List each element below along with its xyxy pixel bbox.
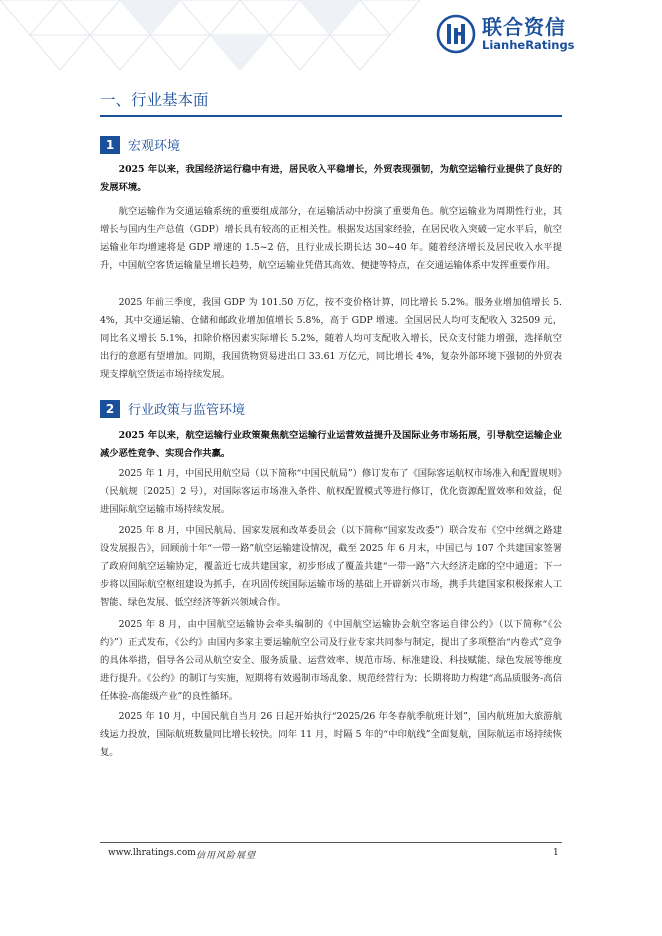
paragraph: 2025 年 10 月，中国民航自当月 26 日起开始执行“2025/26 年冬春航季航班计划”，国内航班加大旅游航线运力投放，国际航班数量同比增长较快。同年 11 月，时隔 5 年的“中印航线”全面复航，国际航运市场持续恢复。	[100, 711, 562, 758]
paragraph: 2025 年 8 月，由中国航空运输协会牵头编制的《中国航空运输协会航空客运自律公约》（以下简称“《公约》”）正式发布，《公约》由国内多家主要运输航空公司及行业专家共同参与制定，提出了多项整治“内卷式”竞争的具体举措，倡导各公司从航空安全、服务质量、运营效率、规范市场、标准建设、科技赋能、绿色发展等维度进行提升。《公约》的制订与实施，短期将有效遏制市场乱象、规范经营行为；长期将助力构建“高品质服务-高信任体验-高能级产业”的良性循环。	[100, 619, 562, 702]
footer-slogan: 信用风险展望	[196, 851, 257, 861]
paragraph: 2025 年 1 月，中国民用航空局（以下简称“中国民航局”）修订发布了《国际客运航权市场准入和配置规则》（民航规〔2025〕2 号），对国际客运市场准入条件、航权配置模式等进行修订，优化资源配置效率和效益，促进国际航空运输市场持续发展。	[100, 468, 562, 515]
footer-website: www.lhratings.com	[108, 848, 196, 858]
paragraph-summary: 2025 年以来，我国经济运行稳中有进，居民收入平稳增长，外贸表现强韧，为航空运输行业提供了良好的发展环境。	[100, 164, 562, 193]
company-logo	[436, 14, 575, 54]
footer-divider	[100, 842, 562, 843]
section-number: 2	[100, 400, 120, 418]
paragraph: 2025 年前三季度，我国 GDP 为 101.50 万亿，按不变价格计算，同比增长 5.2%。服务业增加值增长 5.4%，其中交通运输、仓储和邮政业增加值增长 5.8%，高于 GDP 增速。全国居民人均可支配收入 32509 元，同比名义增长 5.1%，扣除价格因素实际增长 5.2%，随着人均可支配收入增长，民众支付能力增强，选择航空出行的意愿有望增加。同期，我国货物贸易进出口 33.61 万亿元，同比增长 4%，复杂外部环境下强韧的外贸表现支撑航空货运市场持续发展。	[100, 297, 562, 380]
section-heading-macro	[100, 135, 180, 154]
chapter-divider	[100, 115, 562, 117]
chapter-title: 一、行业基本面	[100, 91, 209, 109]
paragraph: 2025 年 8 月，中国民航局、国家发展和改革委员会（以下简称“国家发改委”）联合发布《空中丝绸之路建设发展报告》，回顾前十年“一带一路”航空运输建设情况，截至 2025 年 6 月末，中国已与 107 个共建国家签署了政府间航空运输协定，覆盖近七成共建国家，初步形成了覆盖共建“一带一路”六大经济走廊的空中通道；下一步将以国际航空枢纽建设为抓手，在巩固传统国际运输市场的基础上开辟新兴市场，携手共建国家积极探索人工智能、绿色发展、低空经济等新兴领域合作。	[100, 525, 562, 608]
logo-name-en: LianheRatings	[482, 38, 575, 52]
page-number: 1	[553, 848, 559, 858]
section-title: 行业政策与监管环境	[128, 403, 246, 418]
paragraph-summary: 2025 年以来，航空运输行业政策聚焦航空运输行业运营效益提升及国际业务市场拓展，引导航空运输企业减少恶性竞争、实现合作共赢。	[100, 430, 562, 459]
section-heading-policy	[100, 399, 245, 418]
paragraph: 航空运输作为交通运输系统的重要组成部分，在运输活动中扮演了重要角色。航空运输业为周期性行业，其增长与国内生产总值（GDP）增长具有较高的正相关性。根据发达国家经验，在居民收入突破一定水平后，航空运输业年均增速将是 GDP 增速的 1.5~2 倍，且行业成长期长达 30~40 年。随着经济增长及居民收入水平提升，中国航空客货运输量呈增长趋势，航空运输业凭借其高效、便捷等特点，在交通运输体系中发挥重要作用。	[100, 206, 562, 271]
lianhe-logo-icon	[436, 14, 476, 54]
logo-name-cn: 联合资信	[482, 15, 566, 39]
section-title: 宏观环境	[128, 139, 181, 154]
section-number: 1	[100, 136, 120, 154]
